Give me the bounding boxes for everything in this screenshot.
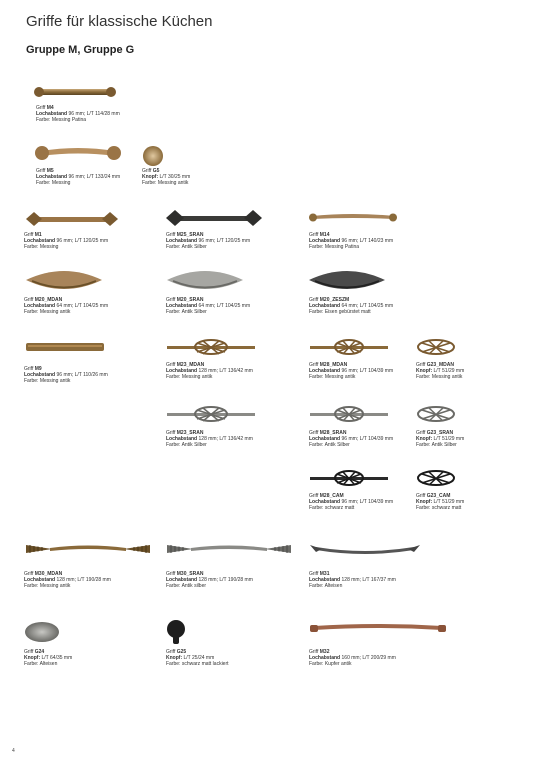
product-code: G23_CAM [426,493,451,499]
spec-kind: Knopf: [166,655,183,662]
caption-m25 [166,232,250,251]
handle-m28-mdan-image [308,339,390,355]
spec-kind: Lochabstand [309,368,341,375]
caption-prefix: Griff [309,571,319,577]
spec-kind: Knopf: [24,655,41,662]
spec-color: Farbe: Antik Silber [416,442,457,449]
caption-m31 [309,571,396,590]
caption-m14 [309,232,393,251]
caption-g5 [142,168,190,187]
caption-prefix: Griff [309,649,319,655]
knob-g24-image [24,620,60,644]
product-code: G5 [152,168,160,174]
spec-color: Farbe: Messing antik [24,583,71,590]
product-code: M32 [319,649,330,655]
handle-m14-image [308,211,398,223]
caption-m30-mdan [24,571,111,590]
spec-color: Farbe: Messing antik [142,180,189,187]
spec-dim: 128 mm; L/T 167/37 mm [341,577,396,584]
spec-color: Farbe: Eisen gebürstet matt [309,309,371,316]
spec-kind: Lochabstand [309,436,341,443]
product-code: M28_CAM [319,493,344,499]
product-code: M4 [46,105,54,111]
product-code: M28_SRAN [319,430,347,436]
caption-prefix: Griff [142,168,152,174]
product-code: M5 [46,168,54,174]
spec-color: Farbe: schwarz matt lackiert [166,661,229,668]
spec-kind: Lochabstand [24,303,56,310]
caption-prefix: Griff [24,571,34,577]
caption-g23-mdan [416,362,464,381]
handle-m20-zeszm-image [307,268,387,294]
spec-dim: 96 mm; L/T 104/39 mm [341,368,394,375]
spec-kind: Lochabstand [166,577,198,584]
spec-dim: 96 mm; L/T 110/26 mm [56,372,108,379]
spec-dim: 128 mm; L/T 136/42 mm [198,436,253,443]
spec-dim: L/T 51/29 mm [433,436,465,443]
spec-dim: L/T 51/29 mm [433,368,465,375]
spec-kind: Lochabstand [309,238,341,245]
spec-dim: 96 mm; L/T 114/28 mm [68,111,120,118]
handle-m23-mdan-image [165,339,257,355]
handle-m20-sran-image [165,268,245,294]
knob-g23-cam-image [416,470,456,486]
product-code: G23_MDAN [426,362,454,368]
spec-dim: 96 mm; L/T 140/23 mm [341,238,394,245]
product-code: M20_SRAN [176,297,204,303]
caption-prefix: Griff [166,297,176,303]
spec-kind: Lochabstand [309,655,341,662]
product-code: M14 [319,232,330,238]
spec-color: Farbe: Messing antik [166,374,213,381]
spec-color: Farbe: Messing antik [416,374,463,381]
caption-m23-sran [166,430,253,449]
product-code: M30_MDAN [34,571,63,577]
spec-color: Farbe: Messing [36,180,71,187]
product-code: M20_MDAN [34,297,63,303]
caption-m1 [24,232,108,251]
spec-kind: Lochabstand [166,436,198,443]
product-code: M20_ZESZM [319,297,350,303]
spec-color: Farbe: Messing Patina [36,117,87,124]
caption-prefix: Griff [309,493,319,499]
caption-prefix: Griff [166,571,176,577]
caption-g24 [24,649,72,668]
knob-g23-sran-image [416,406,456,422]
handle-m5-image [33,143,123,165]
caption-prefix: Griff [416,493,426,499]
caption-m28-mdan [309,362,393,381]
spec-color: Farbe: Messing antik [24,378,71,385]
spec-color: Farbe: Antik Silber [166,442,207,449]
product-code: M25_SRAN [176,232,204,238]
caption-g23-cam [416,493,464,512]
spec-kind: Lochabstand [24,577,56,584]
caption-prefix: Griff [166,649,176,655]
product-code: G25 [176,649,187,655]
caption-prefix: Griff [309,297,319,303]
product-code: M30_SRAN [176,571,204,577]
caption-prefix: Griff [309,430,319,436]
handle-m32-image [308,620,448,636]
spec-dim: 160 mm; L/T 200/29 mm [341,655,396,662]
spec-color: Farbe: Messing Patina [309,244,360,251]
product-code: M9 [34,366,42,372]
spec-dim: 128 mm; L/T 190/28 mm [56,577,111,584]
caption-m5 [36,168,120,187]
spec-color: Farbe: Messing antik [24,309,71,316]
handle-m1-image [24,211,120,227]
caption-m20-sran [166,297,250,316]
caption-m28-cam [309,493,393,512]
handle-m30-sran-image [165,541,293,557]
spec-color: Farbe: schwarz matt [309,505,355,512]
spec-kind: Knopf: [416,368,433,375]
page-subtitle: Gruppe M, Gruppe G [26,44,135,56]
handle-m28-cam-image [308,470,390,486]
spec-color: Farbe: Antik silber [166,583,207,590]
spec-dim: 64 mm; L/T 104/25 mm [341,303,394,310]
product-code: M23_MDAN [176,362,205,368]
product-code: G23_SRAN [426,430,454,436]
spec-kind: Lochabstand [309,499,341,506]
caption-prefix: Griff [36,105,46,111]
caption-m30-sran [166,571,253,590]
caption-prefix: Griff [309,232,319,238]
product-code: M1 [34,232,42,238]
product-code: M28_MDAN [319,362,348,368]
spec-color: Farbe: Antik Silber [309,442,350,449]
caption-prefix: Griff [24,649,34,655]
spec-kind: Lochabstand [24,372,56,379]
caption-prefix: Griff [24,297,34,303]
knob-g25-image [165,620,187,646]
spec-kind: Lochabstand [166,238,198,245]
caption-m20-zeszm [309,297,393,316]
spec-color: Farbe: Alteisen [24,661,58,668]
spec-dim: 96 mm; L/T 133/24 mm [68,174,121,181]
spec-color: Farbe: Messing [24,244,59,251]
spec-kind: Knopf: [416,499,433,506]
caption-m20-mdan [24,297,108,316]
spec-kind: Lochabstand [309,303,341,310]
caption-prefix: Griff [166,362,176,368]
caption-prefix: Griff [309,362,319,368]
spec-color: Farbe: Antik Silber [166,309,207,316]
spec-dim: 128 mm; L/T 136/42 mm [198,368,253,375]
knob-g5-image [141,144,165,168]
spec-dim: L/T 51/29 mm [433,499,465,506]
spec-kind: Lochabstand [36,111,68,118]
handle-m25-image [165,209,263,227]
product-code: M23_SRAN [176,430,204,436]
caption-prefix: Griff [416,430,426,436]
spec-color: Farbe: Alteisen [309,583,343,590]
spec-color: Farbe: schwarz matt [416,505,462,512]
product-code: M31 [319,571,330,577]
caption-prefix: Griff [416,362,426,368]
page-title: Griffe für klassische Küchen [26,13,213,30]
spec-dim: 96 mm; L/T 120/25 mm [198,238,251,245]
caption-g25 [166,649,229,668]
spec-dim: 128 mm; L/T 190/28 mm [198,577,253,584]
handle-m23-sran-image [165,406,257,422]
caption-prefix: Griff [24,366,34,372]
handle-m30-mdan-image [24,541,152,557]
page-number: 4 [12,748,15,754]
spec-color: Farbe: Kupfer antik [309,661,352,668]
handle-m28-sran-image [308,406,390,422]
caption-m23-mdan [166,362,253,381]
spec-color: Farbe: Messing antik [309,374,356,381]
product-code: G24 [34,649,45,655]
knob-g23-mdan-image [416,339,456,355]
spec-kind: Knopf: [416,436,433,443]
spec-dim: 64 mm; L/T 104/25 mm [56,303,109,310]
caption-g23-sran [416,430,464,449]
spec-dim: 64 mm; L/T 104/25 mm [198,303,251,310]
caption-m4 [36,105,120,124]
caption-m28-sran [309,430,393,449]
spec-kind: Lochabstand [36,174,68,181]
handle-m4-image [33,85,117,99]
spec-kind: Lochabstand [309,577,341,584]
spec-dim: 96 mm; L/T 104/39 mm [341,436,394,443]
caption-prefix: Griff [24,232,34,238]
spec-kind: Lochabstand [24,238,56,245]
spec-dim: L/T 64/35 mm [41,655,73,662]
caption-prefix: Griff [36,168,46,174]
spec-dim: 96 mm; L/T 120/25 mm [56,238,109,245]
caption-m9 [24,366,108,385]
spec-kind: Knopf: [142,174,159,181]
caption-prefix: Griff [166,430,176,436]
spec-color: Farbe: Antik Silber [166,244,207,251]
handle-m9-image [24,341,106,353]
caption-m32 [309,649,396,668]
spec-dim: L/T 30/25 mm [159,174,191,181]
spec-kind: Lochabstand [166,368,198,375]
handle-m20-mdan-image [24,268,104,294]
handle-m31-image [308,541,422,557]
spec-dim: 96 mm; L/T 104/39 mm [341,499,394,506]
spec-kind: Lochabstand [166,303,198,310]
spec-dim: L/T 25/24 mm [183,655,215,662]
caption-prefix: Griff [166,232,176,238]
